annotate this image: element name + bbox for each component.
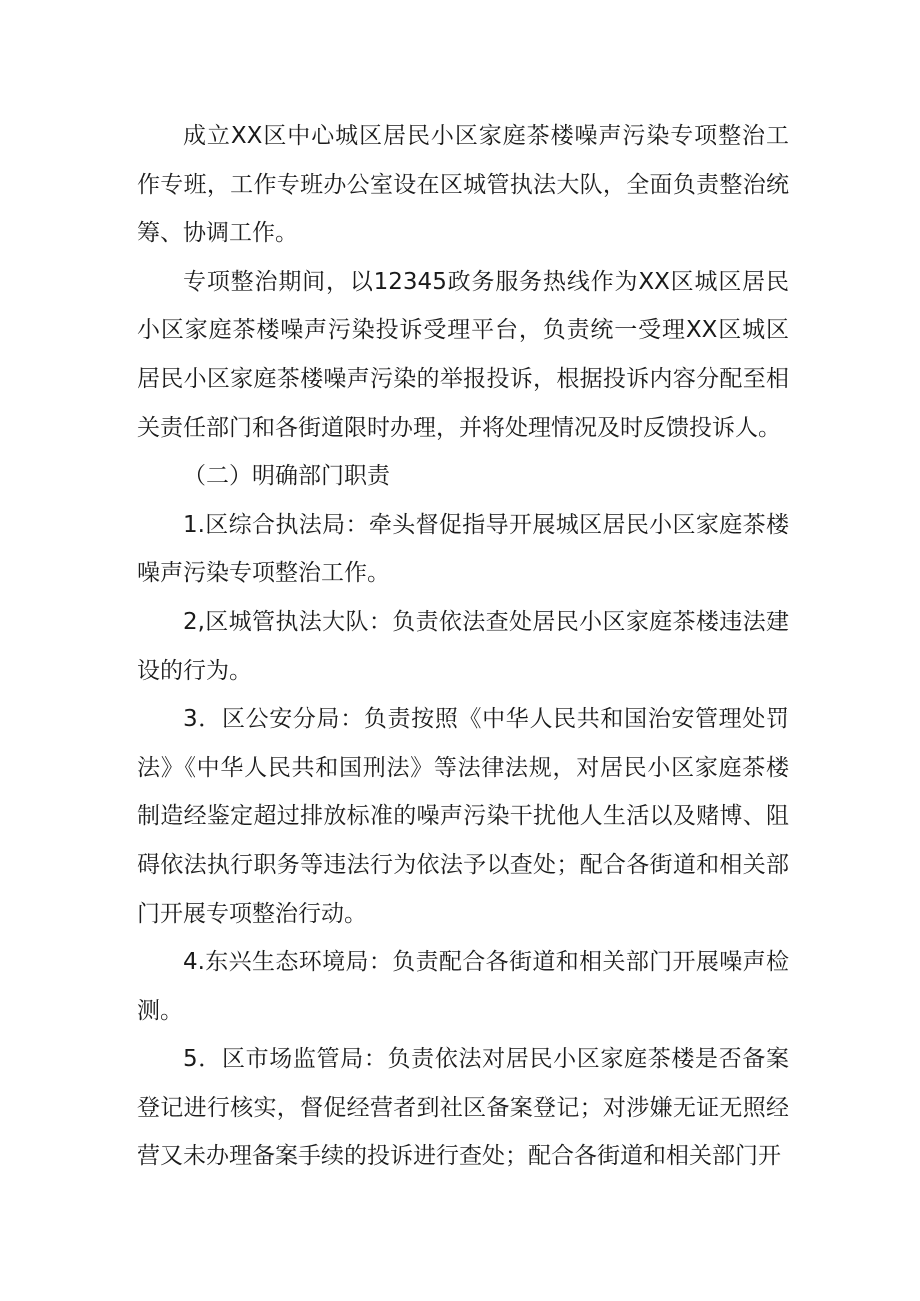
- paragraph-item-3: 3．区公安分局：负责按照《中华人民共和国治安管理处罚法》《中华人民共和国刑法》等法律法规，对居民小区家庭茶楼制造经鉴定超过排放标准的噪声污染干扰他人生活以及赌博、阻碍依法执行职务等违法行为依法予以查处；配合各街道和相关部门开展专项整治行动。: [137, 706, 789, 927]
- paragraph-item-5: 5．区市场监管局：负责依法对居民小区家庭茶楼是否备案登记进行核实，督促经营者到社区备案登记；对涉嫌无证无照经营又未办理备案手续的投诉进行查处；配合各街道和相关部门开: [137, 1046, 789, 1170]
- paragraph-item-4: 4.东兴生态环境局：负责配合各街道和相关部门开展噪声检测。: [137, 949, 789, 1024]
- section-heading-responsibilities: （二）明确部门职责: [183, 463, 390, 490]
- paragraph-work-team: 成立XX区中心城区居民小区家庭茶楼噪声污染专项整治工作专班，工作专班办公室设在区城管执法大队，全面负责整治统筹、协调工作。: [137, 123, 789, 247]
- paragraph-complaint-platform: 专项整治期间，以12345政务服务热线作为XX区城区居民小区家庭茶楼噪声污染投诉受理平台，负责统一受理XX区城区居民小区家庭茶楼噪声污染的举报投诉，根据投诉内容分配至相关责任部门和各街道限时办理，并将处理情况及时反馈投诉人。: [137, 268, 789, 441]
- document-body: [137, 112, 789, 1181]
- paragraph-item-2: 2,区城管执法大队：负责依法查处居民小区家庭茶楼违法建设的行为。: [137, 608, 789, 684]
- paragraph-item-1: 1.区综合执法局：牵头督促指导开展城区居民小区家庭茶楼噪声污染专项整治工作。: [137, 511, 789, 587]
